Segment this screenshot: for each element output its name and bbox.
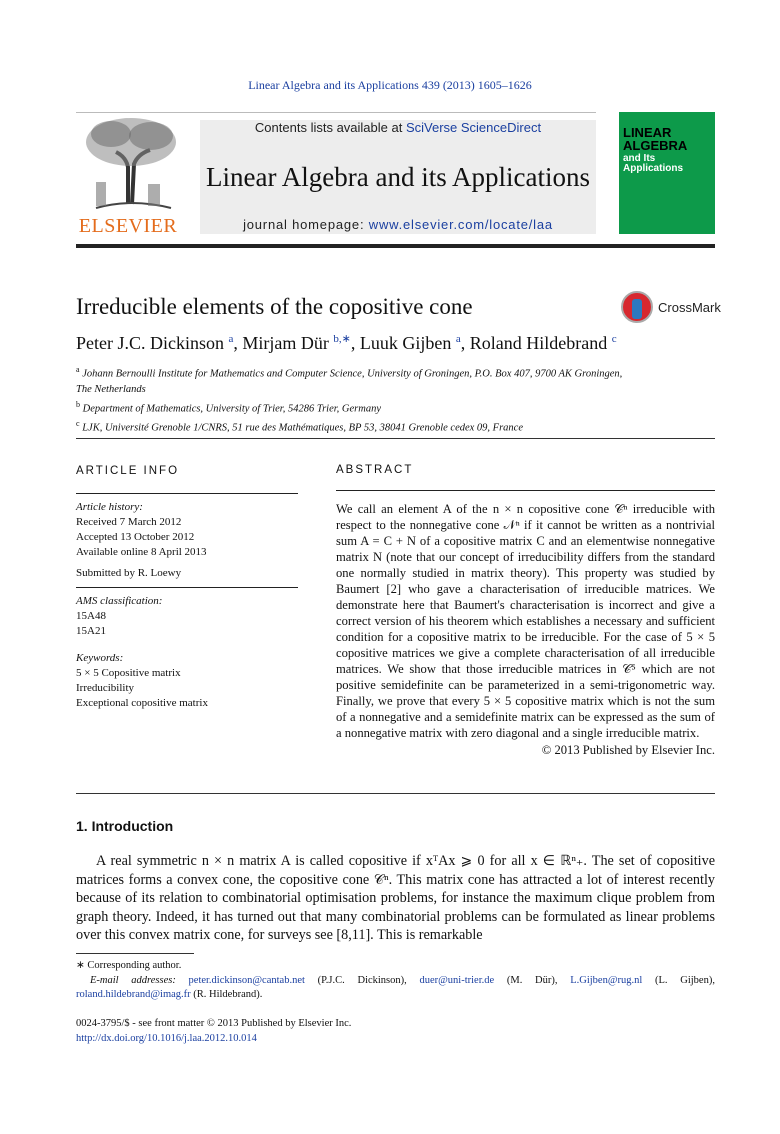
paper-title: Irreducible elements of the copositive cone [76, 294, 473, 319]
affiliation-item: $^c$ LJK, Université Grenoble 1/CNRS, 51 rue des Mathématiques, BP 53, 38041 Grenoble cedex 09, France [76, 419, 524, 434]
masthead-center-panel [200, 120, 596, 234]
journal-title: Linear Algebra and its Applications [206, 162, 590, 192]
footnote-divider [76, 953, 194, 954]
cover-title-line: LINEAR [623, 125, 672, 140]
footnotes [76, 959, 715, 1003]
introduction-text: A real symmetric n × n matrix A is called copositive if xᵀAx ⩾ 0 for all x ∈ ℝⁿ₊. The set of copositive matrices forms a convex cone, the copositive cone 𝒞ⁿ. This matrix cone has attracted a lot of interest recently because of its relation to combinatorial optimisation problems, for instance the maximum clique problem from graph theory. Indeed, it has turned out that many combinatorial problems can be formulated as linear problems over this convex matrix cone, for surveys see [8,11]. This is remarkable [76, 853, 715, 943]
crossmark-icon [621, 291, 653, 323]
journal-cover-thumbnail[interactable] [619, 112, 715, 234]
author-affiliation-ref[interactable]: c [611, 333, 617, 345]
abstract-copyright: © 2013 Published by Elsevier Inc. [541, 743, 715, 757]
journal-homepage-line [200, 217, 596, 232]
section-divider [76, 438, 715, 439]
journal-masthead [76, 112, 715, 240]
affiliation-item: $^a$ Johann Bernoulli Institute for Mathematics and Computer Science, University of Groningen, P.O. Box 407, 9700 AK Groningen, [76, 365, 623, 380]
author-affiliation-ref[interactable]: a [455, 333, 461, 345]
ams-code: 15A21 [76, 625, 106, 637]
author-name: Peter J.C. Dickinson [76, 333, 224, 353]
author-name: Roland Hildebrand [469, 333, 608, 353]
section-divider [76, 793, 715, 794]
article-info-heading: ARTICLE INFO [76, 465, 180, 477]
corresponding-author-note: ∗ Corresponding author. [76, 960, 182, 971]
keyword: Exceptional copositive matrix [76, 697, 208, 709]
crossmark-label: CrossMark [658, 300, 721, 315]
author-affiliation-ref[interactable]: b,∗ [333, 333, 351, 345]
contents-line [200, 120, 596, 135]
introduction-heading: 1. Introduction [76, 818, 174, 834]
affiliations [76, 362, 716, 436]
cover-title-line: ALGEBRA [623, 138, 688, 153]
keyword: 5 × 5 Copositive matrix [76, 667, 181, 679]
homepage-link[interactable]: www.elsevier.com/locate/laa [368, 217, 553, 232]
doi-link[interactable]: http://dx.doi.org/10.1016/j.laa.2012.10.014 [76, 1032, 257, 1044]
author-name: Mirjam Dür [242, 333, 329, 353]
sciencedirect-link[interactable]: SciVerse ScienceDirect [405, 120, 542, 135]
abstract-heading: ABSTRACT [336, 464, 414, 476]
ams-label: AMS classification: [76, 595, 163, 607]
ams-code: 15A48 [76, 610, 106, 622]
author-name: Luuk Gijben [359, 333, 452, 353]
email-addresses: E-mail addresses: peter.dickinson@cantab.net (P.J.C. Dickinson), duer@uni-trier.de (M. Dür), L.Gijben@rug.nl (L. Gijben), roland.hildebrand@imag.fr (R. Hildebrand). [76, 974, 715, 1000]
cover-subtitle-line: Applications [623, 163, 684, 174]
keyword: Irreducibility [76, 682, 135, 694]
publisher-logo-text[interactable]: ELSEVIER [78, 215, 178, 237]
masthead-rule [76, 244, 715, 248]
email-link[interactable]: peter.dickinson@cantab.net [188, 974, 305, 986]
affiliation-item: $^b$ Department of Mathematics, University of Trier, 54286 Trier, Germany [76, 399, 381, 414]
submitted-by: Submitted by R. Loewy [76, 567, 182, 579]
email-link[interactable]: roland.hildebrand@imag.fr [76, 989, 191, 1000]
journal-reference[interactable]: Linear Algebra and its Applications 439 (2013) 1605–1626 [248, 78, 532, 92]
online-date: Available online 8 April 2013 [76, 546, 207, 558]
received-date: Received 7 March 2012 [76, 516, 182, 528]
article-info-column [76, 464, 298, 711]
accepted-date: Accepted 13 October 2012 [76, 531, 195, 543]
contents-prefix: Contents lists available at [254, 120, 406, 135]
email-link[interactable]: duer@uni-trier.de [419, 974, 495, 986]
email-link[interactable]: L.Gijben@rug.nl [570, 974, 643, 986]
cover-subtitle-line: and Its [623, 153, 656, 164]
keywords-label: Keywords: [76, 652, 124, 664]
affiliation-item-continued: The Netherlands [76, 383, 146, 395]
author-affiliation-ref[interactable]: a [228, 333, 234, 345]
issn-line: 0024-3795/$ - see front matter © 2013 Published by Elsevier Inc. [76, 1018, 352, 1029]
history-label: Article history: [76, 501, 143, 513]
author-list: Peter J.C. Dickinson $^a$, Mirjam Dür $^{b,∗}$, Luuk Gijben $^a$, Roland Hildebrand $^c$ [76, 333, 617, 353]
front-matter [76, 1017, 351, 1046]
homepage-prefix: journal homepage: [243, 217, 369, 232]
abstract-text: We call an element A of the n × n copositive cone 𝒞ⁿ irreducible with respect to the nonnegative cone 𝒩ⁿ if it cannot be written as a nontrivial sum A = C + N of a copositive matrix C and an elementwise nonnegative matrix N (note that our concept of irreducibility differs from the standard one normally studied in matrix theory). This property was studied by Baumert [2] who gave a characterisation of irreducible matrices. We demonstrate here that Baumert's characterisation is incorrect and give a correct version of his theorem which establishes a necessary and sufficient condition for a copositive matrix to be irreducible. For the case of 5 × 5 copositive matrices we give a complete characterisation of all irreducible matrices. We show that those irreducible matrices in 𝒞⁵ which are not positive semidefinite can be parameterized in a semi-trigonometric way. Finally, we prove that every 5 × 5 copositive matrix which is not the sum of a nonnegative and a semidefinite matrix can be expressed as the sum of a nonnegative matrix with zero diagonal and a single irreducible matrix. [336, 502, 715, 740]
abstract-column [336, 464, 715, 758]
crossmark-badge[interactable] [621, 291, 721, 327]
